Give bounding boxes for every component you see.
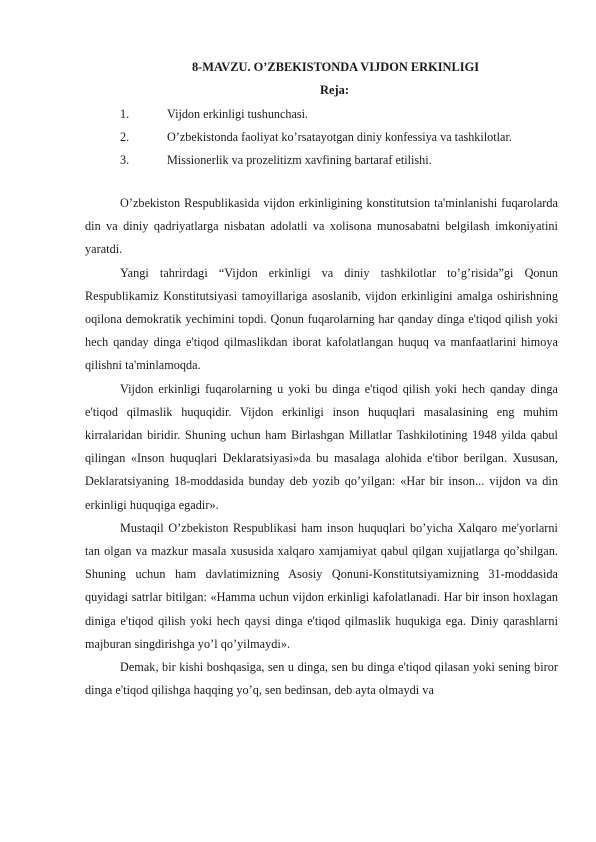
plan-item bbox=[85, 103, 558, 126]
body-text bbox=[85, 192, 558, 702]
paragraph: Demak, bir kishi boshqasiga, sen u dinga, sen bu dinga e'tiqod qilasan yoki sening biror dinga e'tiqod qilishga haqqing yo’q, sen bedinsan, deb ayta olmaydi va bbox=[85, 660, 558, 698]
plan-item-number: 3. bbox=[120, 153, 130, 167]
document-page bbox=[85, 58, 558, 702]
paragraph: Mustaqil O’zbekiston Respublikasi ham inson huquqlari bo’yicha Xalqaro me'yorlarni tan olgan va mazkur masala xususida xalqaro xamjamiyat qabul qilgan xujjatlarga qo’shilgan. Shuning uchun ham davlatimizning Asosiy Qonuni-Konstitutsiyamizning 31-moddasida quyidagi satrlar bitilgan: «Hamma uchun vijdon erkinligi kafolatlanadi. Har bir inson hoxlagan diniga e'tiqod qilish yoki hech qaysi dinga e'tiqod qilmaslik huqukiga ega. Diniy qarashlarni majburan singdirishga yo’l qo’yilmaydi». bbox=[85, 520, 558, 651]
document-title: 8-MAVZU. O’ZBEKISTONDA VIJDON ERKINLIGI bbox=[191, 60, 480, 74]
paragraph: Vijdon erkinligi fuqarolarning u yoki bu dinga e'tiqod qilish yoki hech qanday dinga e'tiqod qilmaslik huquqidir. Vijdon erkinligi inson huquqlari masalasining eng muhim kirralaridan biridir. Shuning uchun ham Birlashgan Millatlar Tashkilotining 1948 yilda qabul qilingan «Inson huquqlari Deklaratsiyasi»da bu masalaga alohida e'tibor berilgan. Xususan, Deklaratsiyaning 18-moddasida bunday deb yozib qo’yilgan: «Har bir inson... vijdon va din erkinligi huquqiga egadir». bbox=[85, 381, 558, 512]
paragraph: Yangi tahrirdagi “Vijdon erkinligi va diniy tashkilotlar to’g’risida”gi Qonun Respublikamiz Konstitutsiyasi tamoyillariga asoslanib, vijdon erkinligini amalga oshirishning oqilona demokratik yechimini topdi. Qonun fuqarolarning har qanday dinga e'tiqod qilish yoki hech qanday dinga e'tiqod qilmaslikdan iborat kafolatlangan huquq va manfaatlarini himoya qilishni ta'minlamoqda. bbox=[85, 265, 558, 373]
plan-item bbox=[85, 126, 558, 149]
plan-item-text: O’zbekistonda faoliyat ko’rsatayotgan diniy konfessiya va tashkilotlar. bbox=[167, 130, 512, 144]
plan-item-text: Missionerlik va prozelitizm xavfining bartaraf etilishi. bbox=[167, 153, 432, 167]
plan-item bbox=[85, 149, 558, 172]
plan-item-text: Vijdon erkinligi tushunchasi. bbox=[167, 107, 309, 121]
plan-heading: Reja: bbox=[320, 83, 349, 97]
plan-item-number: 1. bbox=[120, 107, 130, 121]
plan-list bbox=[85, 103, 558, 172]
plan-item-number: 2. bbox=[120, 130, 130, 144]
paragraph: O’zbekiston Respublikasida vijdon erkinligining konstitutsion ta'minlanishi fuqarolarda din va diniy qadriyatlarga nisbatan adolatli va xolisona munosabatni belgilash imkoniyatini yaratdi. bbox=[85, 196, 558, 257]
